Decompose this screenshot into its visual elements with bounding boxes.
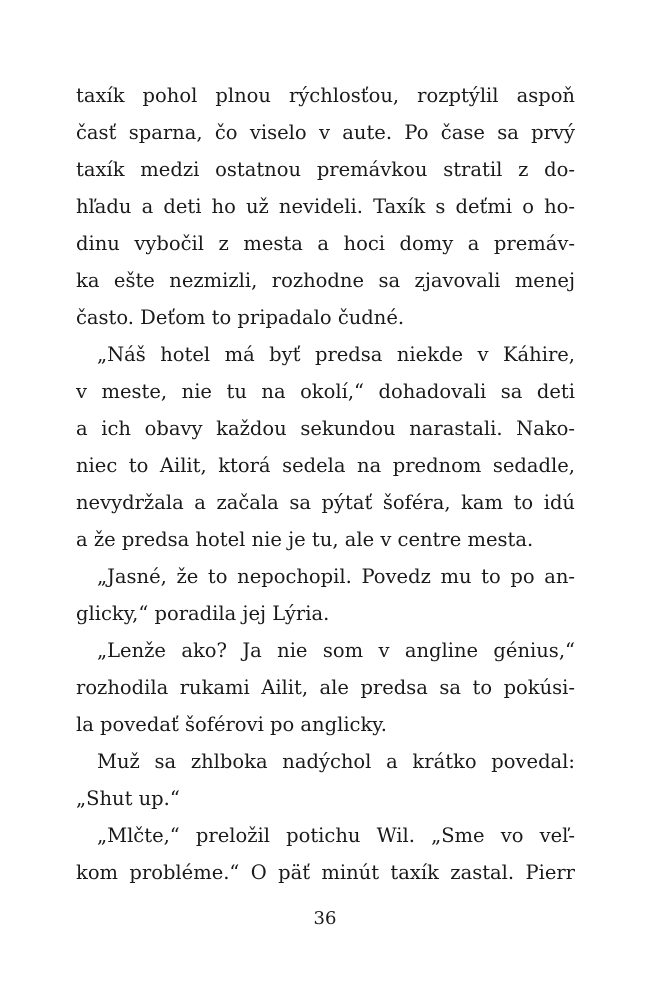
text-line: ka ešte nezmizli, rozhodne sa zjavovali menej <box>76 269 575 292</box>
page-number: 36 <box>313 908 337 929</box>
text-line: kom probléme.“ O päť minút taxík zastal. Pierr <box>76 861 575 884</box>
text-line: „Shut up.“ <box>76 787 180 810</box>
text-line: taxík medzi ostatnou premávkou stratil z do- <box>76 158 575 181</box>
text-line: nevydržala a začala sa pýtať šoféra, kam to idú <box>76 491 575 514</box>
text-line: niec to Ailit, ktorá sedela na prednom sedadle, <box>76 454 575 477</box>
text-line: dinu vybočil z mesta a hoci domy a premáv- <box>76 232 575 255</box>
text-line: glicky,“ poradila jej Lýria. <box>76 602 330 625</box>
text-line: hľadu a deti ho už nevideli. Taxík s deťmi o ho- <box>76 195 575 218</box>
text-line: taxík pohol plnou rýchlosťou, rozptýlil aspoň <box>76 84 575 107</box>
text-line: „Náš hotel má byť predsa niekde v Káhire, <box>97 343 575 366</box>
text-line: „Lenže ako? Ja nie som v angline génius,“ <box>97 639 575 662</box>
text-line: rozhodila rukami Ailit, ale predsa sa to pokúsi- <box>76 676 575 699</box>
text-line: často. Deťom to pripadalo čudné. <box>76 306 405 329</box>
text-line: v meste, nie tu na okolí,“ dohadovali sa deti <box>76 380 575 403</box>
text-line: časť sparna, čo viselo v aute. Po čase sa prvý <box>76 121 575 144</box>
body-text <box>76 77 575 891</box>
text-line: „Jasné, že to nepochopil. Povedz mu to po an- <box>97 565 575 588</box>
text-line: Muž sa zhlboka nadýchol a krátko povedal: <box>97 750 575 773</box>
text-line: la povedať šoférovi po anglicky. <box>76 713 387 736</box>
text-line: a že predsa hotel nie je tu, ale v centre mesta. <box>76 528 534 551</box>
text-line: a ich obavy každou sekundou narastali. Nako- <box>76 417 575 440</box>
text-line: „Mlčte,“ preložil potichu Wil. „Sme vo veľ- <box>97 824 575 847</box>
